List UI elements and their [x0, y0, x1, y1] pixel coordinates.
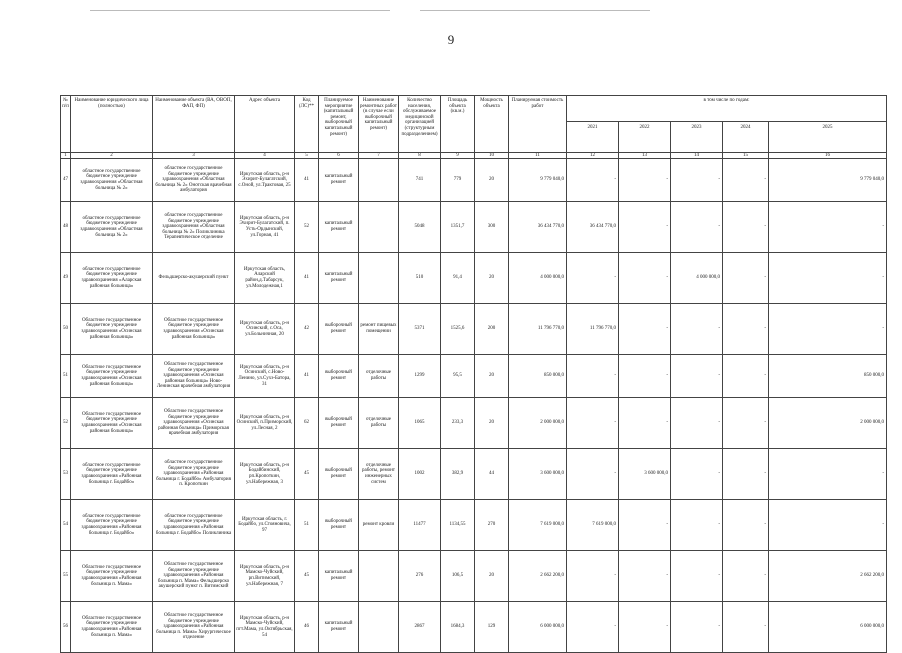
- cell-year-2021: -: [567, 602, 619, 653]
- col-number: 3: [153, 153, 235, 159]
- cell-no: 49: [61, 253, 71, 304]
- cell-year-2025: -: [769, 500, 887, 551]
- cell-code: 52: [295, 202, 319, 253]
- cell-year-2025: 850 000,0: [769, 355, 887, 398]
- col-area: Площадь объекта (кв.м.): [441, 96, 475, 153]
- col-number: 10: [475, 153, 509, 159]
- cell-year-2021: -: [567, 159, 619, 202]
- cell-year-2023: -: [671, 304, 723, 355]
- cell-works-name: [359, 159, 399, 202]
- cell-planned-cost: 3 600 000,0: [509, 449, 567, 500]
- cell-population: 510: [399, 253, 441, 304]
- cell-planned-activity: выборочный ремонт: [319, 398, 359, 449]
- cell-address: Иркутская область, р-н Эхирит-Булагатский, п. Усть-Ордынский, ул.Горная, 41: [235, 202, 295, 253]
- cell-capacity: 270: [475, 500, 509, 551]
- cell-legal-entity: областное государственное бюджетное учреждение здравоохранения «Областная больница № 2»: [71, 202, 153, 253]
- cell-planned-activity: выборочный ремонт: [319, 500, 359, 551]
- cell-works-name: отделочные работы: [359, 355, 399, 398]
- cell-year-2025: 9 779 040,0: [769, 159, 887, 202]
- cell-year-2025: -: [769, 449, 887, 500]
- col-year-2025: 2025: [769, 122, 887, 153]
- col-number: 11: [509, 153, 567, 159]
- cell-legal-entity: Областное государственное бюджетное учреждение здравоохранения «Районная больница п. Мама»: [71, 551, 153, 602]
- cell-planned-cost: 2 000 000,0: [509, 398, 567, 449]
- table-row: [61, 355, 887, 398]
- col-year-2024: 2024: [723, 122, 769, 153]
- cell-year-2021: 11 796 770,0: [567, 304, 619, 355]
- cell-capacity: 200: [475, 304, 509, 355]
- cell-address: Иркутская область, Аларский район,д.Табарсук, ул.Молодежная,1: [235, 253, 295, 304]
- cell-code: 45: [295, 551, 319, 602]
- cell-planned-cost: 2 662 200,0: [509, 551, 567, 602]
- cell-year-2022: 3 600 000,0: [619, 449, 671, 500]
- cell-area: 1525,6: [441, 304, 475, 355]
- cell-planned-cost: 4 000 000,0: [509, 253, 567, 304]
- cell-legal-entity: областное государственное бюджетное учреждение здравоохранения «Районная больница г. Бодайбо»: [71, 500, 153, 551]
- cell-code: 62: [295, 398, 319, 449]
- cell-code: 42: [295, 304, 319, 355]
- cell-planned-activity: выборочный ремонт: [319, 355, 359, 398]
- cell-year-2023: -: [671, 159, 723, 202]
- col-by-years: в том числе по годам:: [567, 96, 887, 122]
- col-legal-entity: Наименование юридического лица (полностью): [71, 96, 153, 153]
- cell-population: 1002: [399, 449, 441, 500]
- col-number: 7: [359, 153, 399, 159]
- cell-no: 55: [61, 551, 71, 602]
- col-population: Количество населения, обслуживаемое медицинской организацией (структурным подразделением): [399, 96, 441, 153]
- cell-area: 91,4: [441, 253, 475, 304]
- cell-year-2025: 2 662 200,0: [769, 551, 887, 602]
- col-address: Адрес объекта: [235, 96, 295, 153]
- cell-year-2024: -: [723, 253, 769, 304]
- cell-object-name: Областное государственное бюджетное учреждение здравоохранения «Осинская районная больница» Приморская врачебная амбулатория: [153, 398, 235, 449]
- cell-object-name: Областное государственное бюджетное учреждение здравоохранения «Районная больница п. Мама» Хирургическое отделение: [153, 602, 235, 653]
- col-number: 15: [723, 153, 769, 159]
- col-number: 6: [319, 153, 359, 159]
- cell-year-2021: 7 619 000,0: [567, 500, 619, 551]
- cell-year-2024: -: [723, 398, 769, 449]
- cell-year-2022: -: [619, 202, 671, 253]
- cell-capacity: 20: [475, 253, 509, 304]
- cell-year-2022: -: [619, 159, 671, 202]
- cell-year-2025: 2 000 000,0: [769, 398, 887, 449]
- col-year-2021: 2021: [567, 122, 619, 153]
- col-number: 4: [235, 153, 295, 159]
- cell-year-2024: -: [723, 500, 769, 551]
- cell-legal-entity: Областное государственное бюджетное учреждение здравоохранения «Осинская районная больница»: [71, 355, 153, 398]
- cell-population: 1299: [399, 355, 441, 398]
- cell-year-2025: -: [769, 253, 887, 304]
- cell-population: 5371: [399, 304, 441, 355]
- cell-no: 50: [61, 304, 71, 355]
- cell-address: Иркутская область, р-н Осинский, п.Приморский, ул.Лесная, 2: [235, 398, 295, 449]
- cell-area: 1684,3: [441, 602, 475, 653]
- cell-works-name: [359, 551, 399, 602]
- col-number: 8: [399, 153, 441, 159]
- table-row: [61, 500, 887, 551]
- col-number: 5: [295, 153, 319, 159]
- cell-population: 741: [399, 159, 441, 202]
- cell-works-name: [359, 602, 399, 653]
- cell-object-name: областное государственное бюджетное учреждение здравоохранения «Районная больница г. Бодайбо» Поликлиника: [153, 500, 235, 551]
- cell-works-name: ремонт кровли: [359, 500, 399, 551]
- col-object-name: Наименование объекта (ВА, ОВОП, ФАП, ФП): [153, 96, 235, 153]
- cell-population: 2867: [399, 602, 441, 653]
- cell-year-2024: -: [723, 355, 769, 398]
- cell-year-2024: -: [723, 551, 769, 602]
- col-works-name: Наименование ремонтных работ (в случае если выборочный капитальный ремонт): [359, 96, 399, 153]
- cell-legal-entity: Областное государственное бюджетное учреждение здравоохранения «Осинская районная больница»: [71, 304, 153, 355]
- cell-year-2024: -: [723, 449, 769, 500]
- cell-legal-entity: областное государственное бюджетное учреждение здравоохранения «Аларская районная больница»: [71, 253, 153, 304]
- cell-year-2021: -: [567, 355, 619, 398]
- cell-planned-activity: капитальный ремонт: [319, 253, 359, 304]
- cell-planned-cost: 36 434 770,0: [509, 202, 567, 253]
- cell-population: 11477: [399, 500, 441, 551]
- cell-address: Иркутская область, р-н Бодайбинский, рп.Кропоткин, ул.Набережная, 3: [235, 449, 295, 500]
- col-number: 1: [61, 153, 71, 159]
- cell-year-2021: -: [567, 253, 619, 304]
- cell-object-name: Областное государственное бюджетное учреждение здравоохранения «Районная больница п. Мама» Фельдшерско акушерский пункт п. Витимский: [153, 551, 235, 602]
- cell-year-2025: 6 000 000,0: [769, 602, 887, 653]
- cell-capacity: 20: [475, 398, 509, 449]
- cell-works-name: ремонт пищевых помещении: [359, 304, 399, 355]
- cell-no: 53: [61, 449, 71, 500]
- cell-year-2021: -: [567, 398, 619, 449]
- cell-code: 51: [295, 500, 319, 551]
- cell-planned-cost: 850 000,0: [509, 355, 567, 398]
- cell-area: 1134,55: [441, 500, 475, 551]
- table-row: [61, 202, 887, 253]
- cell-year-2022: -: [619, 602, 671, 653]
- cell-capacity: 20: [475, 355, 509, 398]
- col-year-2023: 2023: [671, 122, 723, 153]
- col-planned-cost: Планируемая стоимость работ: [509, 96, 567, 153]
- cell-year-2022: -: [619, 500, 671, 551]
- cell-works-name: отделочные работы, ремонт инженерных систем: [359, 449, 399, 500]
- table-row: [61, 304, 887, 355]
- cell-object-name: областное государственное бюджетное учреждение здравоохранения «Областная больница № 2» Онотская врачебная амбулатория: [153, 159, 235, 202]
- cell-planned-cost: 9 779 040,0: [509, 159, 567, 202]
- cell-legal-entity: областное государственное бюджетное учреждение здравоохранения «Районная больница г. Бодайбо»: [71, 449, 153, 500]
- cell-year-2022: -: [619, 551, 671, 602]
- table-row: [61, 602, 887, 653]
- cell-capacity: 44: [475, 449, 509, 500]
- cell-works-name: [359, 253, 399, 304]
- cell-planned-cost: 7 619 000,0: [509, 500, 567, 551]
- cell-capacity: 300: [475, 202, 509, 253]
- cell-year-2025: -: [769, 202, 887, 253]
- cell-year-2021: -: [567, 551, 619, 602]
- col-planned-activity: Планируемое мероприятие (капитальный ремонт, выборочный капитальный ремонт): [319, 96, 359, 153]
- cell-year-2024: -: [723, 304, 769, 355]
- col-number: 2: [71, 153, 153, 159]
- cell-year-2022: -: [619, 398, 671, 449]
- col-capacity: Мощность объекта: [475, 96, 509, 153]
- cell-planned-activity: капитальный ремонт: [319, 551, 359, 602]
- cell-area: 95,5: [441, 355, 475, 398]
- cell-works-name: отделочные работы: [359, 398, 399, 449]
- cell-address: Иркутская область, р-н Осинский, с.Оса, ул.Больничная, 20: [235, 304, 295, 355]
- cell-no: 48: [61, 202, 71, 253]
- top-rule-left: [90, 10, 390, 11]
- cell-year-2024: -: [723, 159, 769, 202]
- cell-year-2024: -: [723, 602, 769, 653]
- cell-code: 41: [295, 159, 319, 202]
- cell-address: Иркутская область, г. Бодайбо, ул.Стояновича, 97: [235, 500, 295, 551]
- cell-year-2023: -: [671, 355, 723, 398]
- cell-code: 45: [295, 449, 319, 500]
- cell-object-name: Фельдшерско-акушерский пункт: [153, 253, 235, 304]
- col-code: Код (ЛС)**: [295, 96, 319, 153]
- table-row: [61, 398, 887, 449]
- table-row: [61, 449, 887, 500]
- cell-population: 5048: [399, 202, 441, 253]
- cell-area: 106,5: [441, 551, 475, 602]
- top-rule-right: [420, 10, 650, 11]
- cell-object-name: областное государственное бюджетное учреждение здравоохранения «Районная больница г. Бодайбо» Амбулатория п. Кропоткин: [153, 449, 235, 500]
- cell-year-2021: 36 434 770,0: [567, 202, 619, 253]
- cell-year-2023: -: [671, 500, 723, 551]
- cell-year-2025: -: [769, 304, 887, 355]
- cell-capacity: 20: [475, 159, 509, 202]
- cell-population: 1065: [399, 398, 441, 449]
- page-number: 9: [447, 32, 455, 47]
- cell-code: 41: [295, 253, 319, 304]
- cell-planned-activity: капитальный ремонт: [319, 159, 359, 202]
- cell-year-2023: -: [671, 602, 723, 653]
- repair-program-table: [60, 95, 887, 653]
- col-no: № п/п: [61, 96, 71, 153]
- cell-year-2021: -: [567, 449, 619, 500]
- cell-planned-cost: 6 000 000,0: [509, 602, 567, 653]
- col-number: 9: [441, 153, 475, 159]
- cell-address: Иркутская область, р-н Мамско-Чуйский, пгт.Мама, ул.Октябрьская, 54: [235, 602, 295, 653]
- header-row: [61, 96, 887, 122]
- cell-code: 41: [295, 355, 319, 398]
- cell-address: Иркутская область, р-н Эхирит-Булагатский, с.Оной, ул.Трактовая, 25: [235, 159, 295, 202]
- cell-no: 47: [61, 159, 71, 202]
- cell-capacity: 129: [475, 602, 509, 653]
- cell-no: 52: [61, 398, 71, 449]
- cell-year-2024: -: [723, 202, 769, 253]
- cell-planned-activity: выборочный ремонт: [319, 304, 359, 355]
- cell-planned-activity: выборочный ремонт: [319, 449, 359, 500]
- cell-year-2023: -: [671, 398, 723, 449]
- cell-no: 54: [61, 500, 71, 551]
- cell-legal-entity: Областное государственное бюджетное учреждение здравоохранения «Районная больница п. Мама»: [71, 602, 153, 653]
- cell-area: 382,9: [441, 449, 475, 500]
- cell-no: 56: [61, 602, 71, 653]
- table-row: [61, 159, 887, 202]
- cell-object-name: областное государственное бюджетное учреждение здравоохранения «Областная больница № 2» Поликлиника Терапевтическое отделение: [153, 202, 235, 253]
- cell-year-2022: -: [619, 355, 671, 398]
- cell-object-name: Областное государственное бюджетное учреждение здравоохранения «Осинская районная больница» Ново-Ленинская врачебная амбулатория: [153, 355, 235, 398]
- col-number: 12: [567, 153, 619, 159]
- cell-year-2022: -: [619, 253, 671, 304]
- cell-year-2023: -: [671, 551, 723, 602]
- col-year-2022: 2022: [619, 122, 671, 153]
- col-number: 13: [619, 153, 671, 159]
- col-number: 16: [769, 153, 887, 159]
- cell-capacity: 20: [475, 551, 509, 602]
- cell-planned-activity: капитальный ремонт: [319, 602, 359, 653]
- table-row: [61, 253, 887, 304]
- cell-address: Иркутская область, р-н Осинский, с.Ново-Ленино, ул.Сухэ-Батора, 31: [235, 355, 295, 398]
- cell-address: Иркутская область, р-н Мамско-Чуйский, рп.Витимский, ул.Набережная, 7: [235, 551, 295, 602]
- cell-code: 46: [295, 602, 319, 653]
- cell-area: 779: [441, 159, 475, 202]
- col-number: 14: [671, 153, 723, 159]
- cell-population: 276: [399, 551, 441, 602]
- cell-works-name: [359, 202, 399, 253]
- cell-no: 51: [61, 355, 71, 398]
- table-row: [61, 551, 887, 602]
- cell-year-2023: -: [671, 449, 723, 500]
- cell-area: 233,3: [441, 398, 475, 449]
- cell-year-2022: -: [619, 304, 671, 355]
- cell-legal-entity: областное государственное бюджетное учреждение здравоохранения «Областная больница № 2»: [71, 159, 153, 202]
- cell-planned-cost: 11 796 770,0: [509, 304, 567, 355]
- cell-year-2023: -: [671, 202, 723, 253]
- cell-object-name: Областное государственное бюджетное учреждение здравоохранения «Осинская районная больница»: [153, 304, 235, 355]
- cell-year-2023: 4 000 000,0: [671, 253, 723, 304]
- cell-area: 1351,7: [441, 202, 475, 253]
- cell-legal-entity: Областное государственное бюджетное учреждение здравоохранения «Осинская районная больница»: [71, 398, 153, 449]
- cell-planned-activity: капитальный ремонт: [319, 202, 359, 253]
- table-body: [61, 159, 887, 653]
